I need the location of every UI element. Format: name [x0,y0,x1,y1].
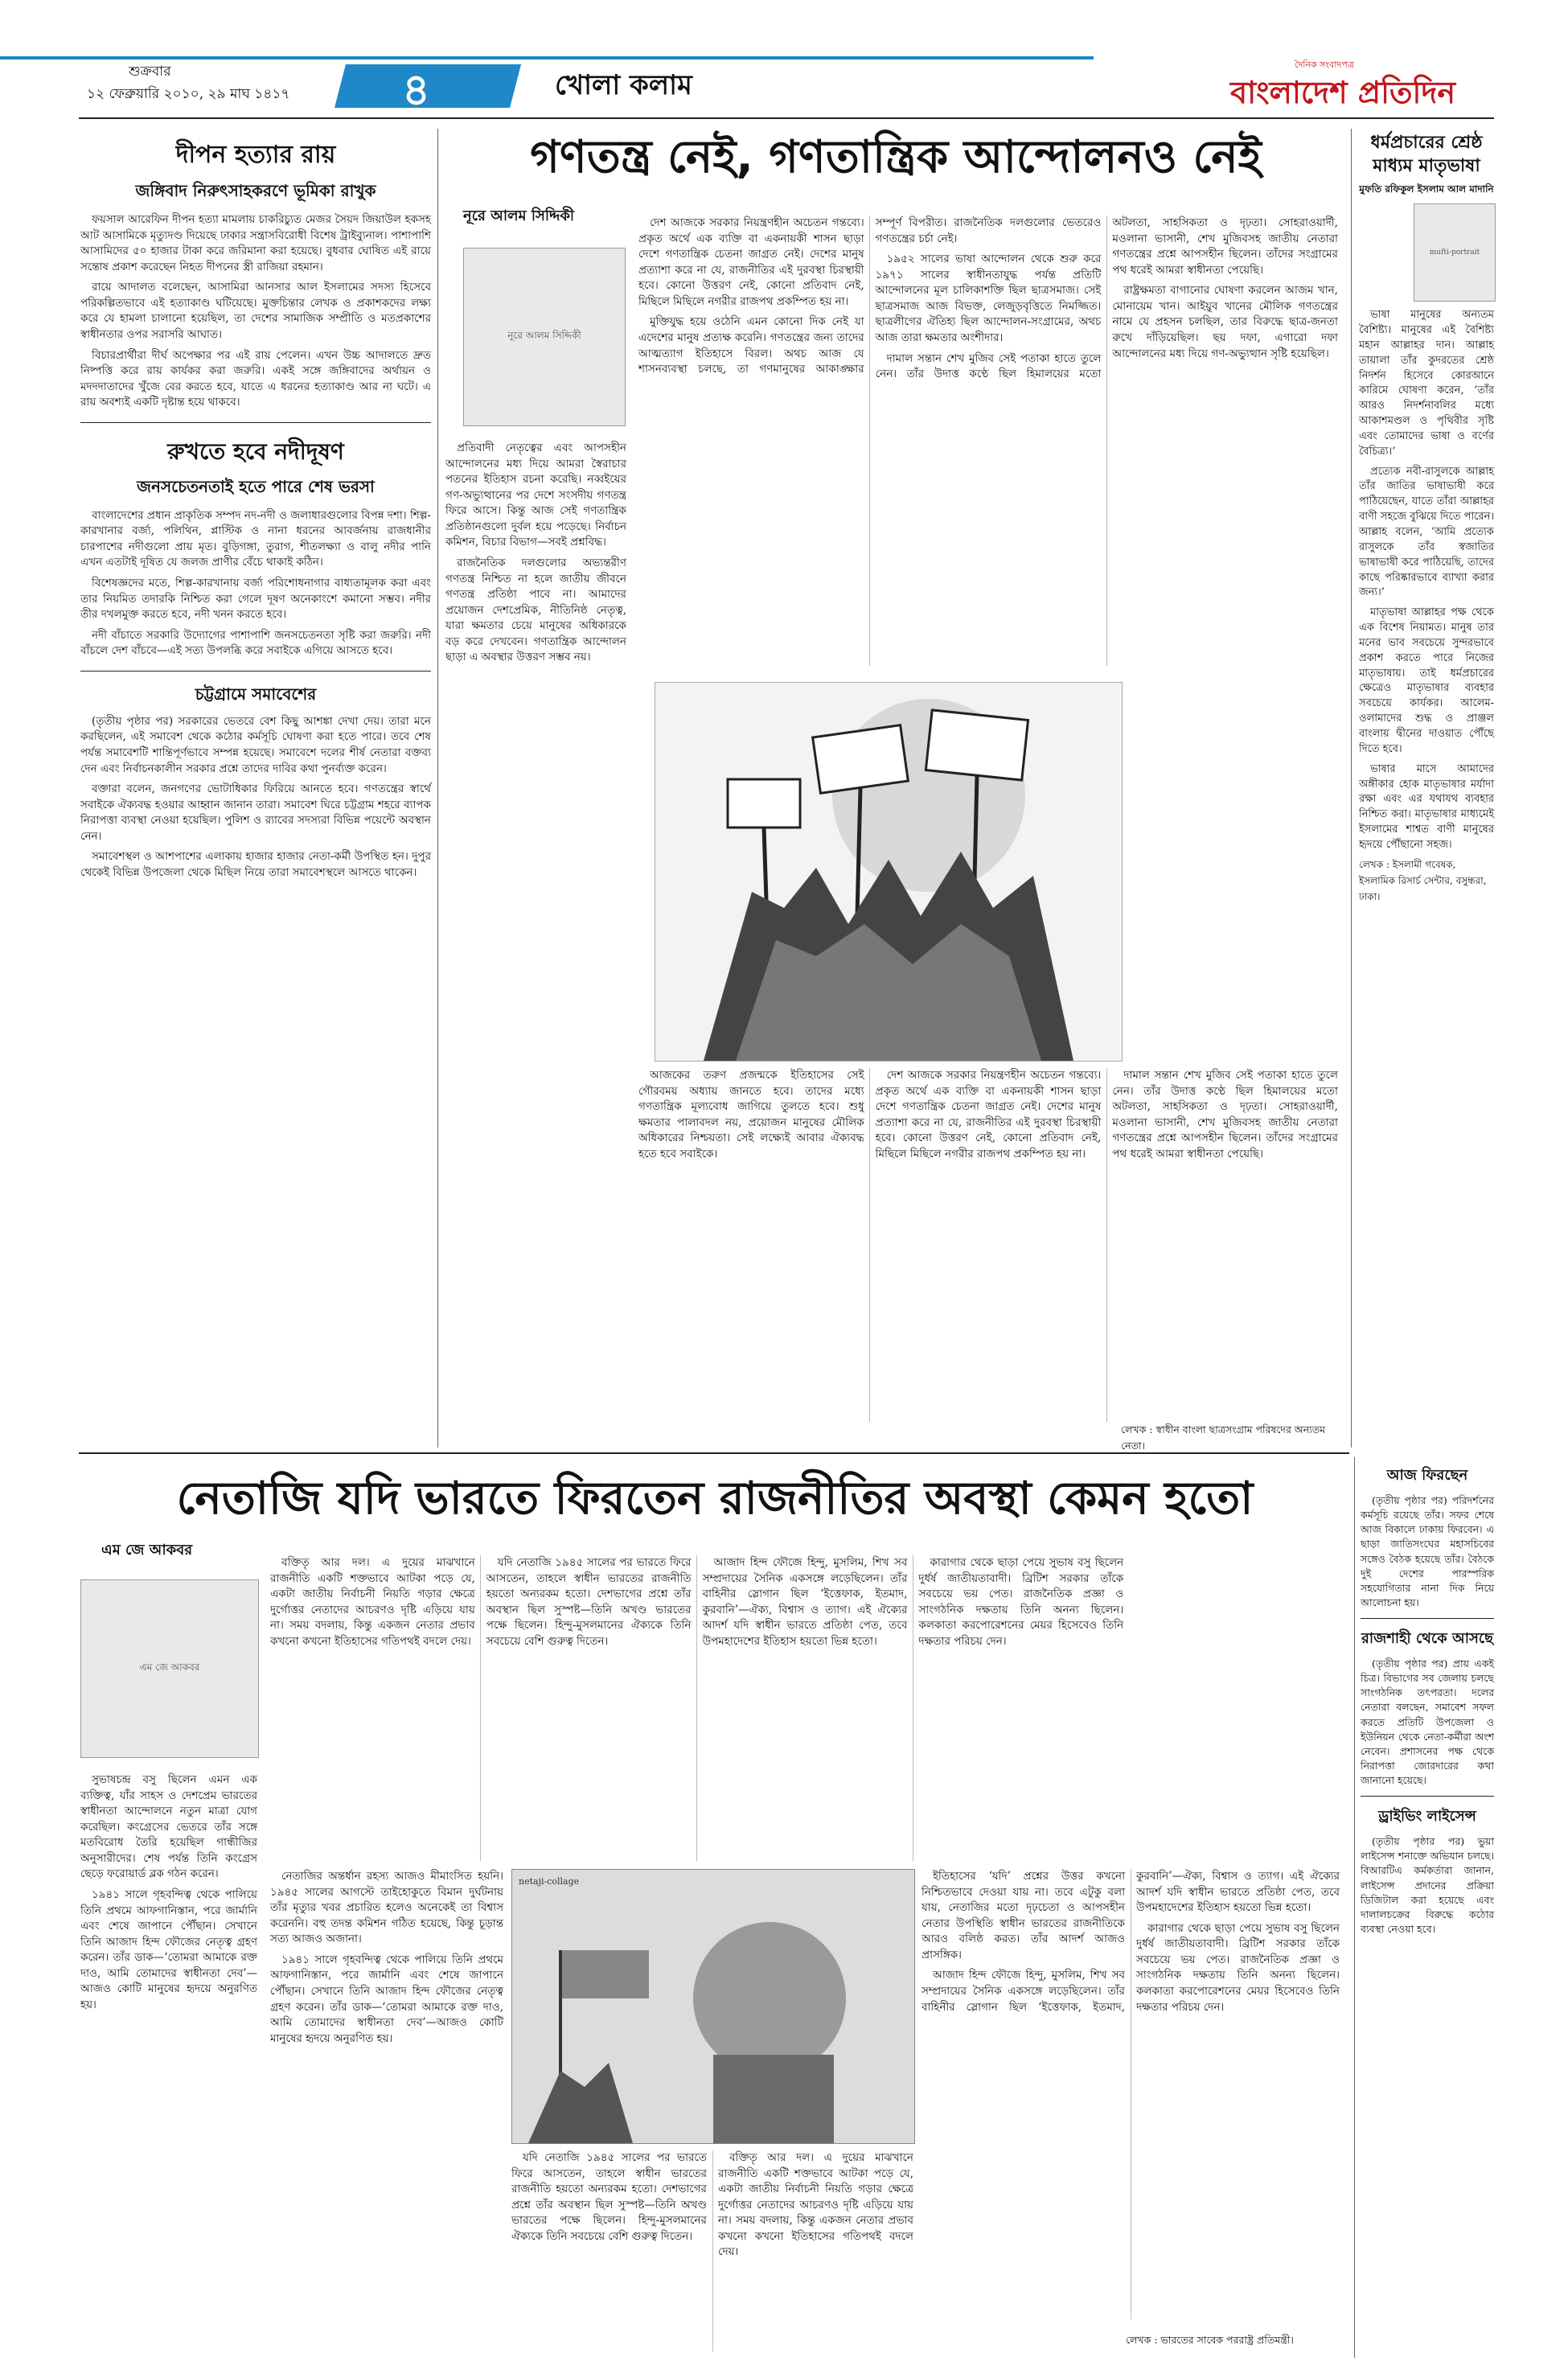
paper-tagline: দৈনিক সংবাদপত্র [1295,60,1354,70]
brief-body-2: (তৃতীয় পৃষ্ঠার পর) প্রায় একই চিত্র। বিভাগের সব জেলায় চলছে সাংগঠনিক তৎপরতা। দলের নেতারা বলছেন, সমাবেশ সফল করতে প্রতিটি উপজেলা ও ইউনিয়ন থেকে নেতা-কর্মীরা অংশ নেবেন। প্রশাসনের পক্ষ থেকে নিরাপত্তা জোরদারের কথা জানানো হয়েছে। [1361,1657,1494,1786]
second-body-mid: নেতাজির অন্তর্ধান রহস্য আজও মীমাংসিত হয়নি। ১৯৪৫ সালের আগস্টে তাইহোকুতে বিমান দুর্ঘটনায় তাঁর মৃত্যুর খবর প্রচারিত হলেও অনেকেই তা বিশ্বাস করেননি। বহু তদন্ত কমিশন গঠিত হয়েছে, কিন্তু চূড়ান্ত সত্য আজও অজানা। ১৯৪১ সালে গৃহবন্দিত্ব থেকে পালিয়ে তিনি প্রথমে আফগানিস্তান, পরে জার্মানি এবং শেষে জাপানে পৌঁছান। সেখানে তিনি আজাদ হিন্দ ফৌজের নেতৃত্ব গ্রহণ করেন। তাঁর ডাক—‘তোমরা আমাকে রক্ত দাও, আমি তোমাদের স্বাধীনতা দেব’—আজও কোটি মানুষের হৃদয়ে অনুরণিত হয়। [270,1870,503,2045]
editorial-subtitle: জঙ্গিবাদ নিরুৎসাহকরণে ভূমিকা রাখুক [135,181,376,200]
second-body-top: বক্তিতৃ আর দল। এ দুয়ের মাঝখানে রাজনীতি একটি শক্তভাবে আটকা পড়ে যে, একটা জাতীয় নির্বাচনী নিয়তি গড়ার ক্ষেত্রে দুর্গোত্তর নেতাদের আচরণও দৃষ্টি এড়িয়ে যায় না। সময় বদলায়, কিন্তু একজন নেতার প্রভাব কখনো কখনো ইতিহাসের গতিপথই বদলে দেয়। যদি নেতাজি ১৯৪৫ সালের পর ভারতে ফিরে আসতেন, তাহলে স্বাধীন ভারতের রাজনীতি হয়তো অন্যরকম হতো। দেশভাগের প্রশ্নে তাঁর অবস্থান ছিল সুস্পষ্ট—তিনি অখণ্ড ভারতের পক্ষে ছিলেন। হিন্দু-মুসলমানের ঐক্যকে তিনি সবচেয়ে বেশি গুরুত্ব দিতেন। আজাদ হিন্দ ফৌজে হিন্দু, মুসলিম, শিখ সব সম্প্রদায়ের সৈনিক একসঙ্গে লড়েছিলেন। তাঁর বাহিনীর স্লোগান ছিল ‘ইত্তেফাক, ইতমাদ, কুরবানি’—ঐক্য, বিশ্বাস ও ত্যাগ। এই ঐক্যের আদর্শ যদি স্বাধীন ভারতে প্রতিষ্ঠা পেত, তবে উপমহাদেশের ইতিহাস হয়তো ভিন্ন হতো। কারাগার থেকে ছাড়া পেয়ে সুভাষ বসু ছিলেন দুর্ধর্ষ জাতীয়তাবাদী। ব্রিটিশ সরকার তাঁকে সবচেয়ে ভয় পেত। রাজনৈতিক প্রজ্ঞা ও সাংগঠনিক দক্ষতায় তিনি অনন্য ছিলেন। কলকাতা করপোরেশনের মেয়র হিসেবেও তিনি দক্ষতার পরিচয় দেন। [270,1556,1124,1648]
news-body: (তৃতীয় পৃষ্ঠার পর) সরকারের ভেতরে বেশ কিছু আশঙ্কা দেখা দেয়। তারা মনে করছিলেন, এই সমাবেশ থেকে কঠোর কর্মসূচি ঘোষণা করা হতে পারে। তবে শেষ পর্যন্ত সমাবেশটি শান্তিপূর্ণভাবে সম্পন্ন হয়েছে। সমাবেশে দলের শীর্ষ নেতারা বক্তব্য দেন এবং নির্বাচনকালীন সরকার প্রশ্নে তাদের দাবির কথা পুনর্ব্যক্ত করেন। বক্তারা বলেন, জনগণের ভোটাধিকার ফিরিয়ে আনতে হবে। গণতন্ত্রের স্বার্থে সবাইকে ঐক্যবদ্ধ হওয়ার আহ্বান জানান তারা। সমাবেশ ঘিরে চট্টগ্রাম শহরে ব্যাপক নিরাপত্তা ব্যবস্থা নেওয়া হয়েছিল। পুলিশ ও র‌্যাবের সদস্যরা বিভিন্ন পয়েন্টে অবস্থান নেন। সমাবেশস্থল ও আশপাশের এলাকায় হাজার হাজার নেতা-কর্মী উপস্থিত হন। দুপুর থেকেই বিভিন্ন উপজেলা থেকে মিছিল নিয়ে তারা সমাবেশস্থলে আসতে থাকেন। [80,714,431,879]
left-column [80,127,431,1446]
brief-body-3: (তৃতীয় পৃষ্ঠার পর) ভুয়া লাইসেন্স শনাক্তে অভিযান চলছে। বিআরটিএ কর্মকর্তারা জানান, লাইসেন্স প্রদানের প্রক্রিয়া ডিজিটাল করা হয়েছে এবং দালালচক্রের বিরুদ্ধে কঠোর ব্যবস্থা নেওয়া হবে। [1361,1835,1494,1935]
brief-title-3: ড্রাইভিং লাইসেন্স [1378,1808,1476,1826]
right-article-title: ধর্মপ্রচারের শ্রেষ্ঠ মাধ্যম মাতৃভাষা [1370,133,1483,176]
lead-body-left: প্রতিবাদী নেতৃত্বের এবং আপসহীন আন্দোলনের মধ্য দিয়ে আমরা স্বৈরাচার পতনের ইতিহাস রচনা করেছি। নব্বইয়ের গণ-অভ্যুত্থানের পর দেশে সংসদীয় গণতন্ত্র ফিরে আসে। কিন্তু আজ সেই গণতান্ত্রিক প্রতিষ্ঠানগুলো দুর্বল হয়ে পড়েছে। নির্বাচন কমিশন, বিচার বিভাগ—সবই প্রশ্নবিদ্ধ। রাজনৈতিক দলগুলোর অভ্যন্তরীণ গণতন্ত্র নিশ্চিত না হলে জাতীয় জীবনে গণতন্ত্র প্রতিষ্ঠা পাবে না। আমাদের প্রয়োজন দেশপ্রেমিক, নীতিনিষ্ঠ নেতৃত্ব, যারা ক্ষমতার চেয়ে মানুষের অধিকারকে বড় করে দেখবেন। গণতান্ত্রিক আন্দোলন ছাড়া এ অবস্থার উত্তরণ সম্ভব নয়। [445,442,626,664]
issue-date: ১২ ফেব্রুয়ারি ২০১০, ২৯ মাঘ ১৪১৭ [87,86,290,102]
masthead-accent-line [0,56,1094,60]
column-divider [1351,129,1352,1448]
issue-day: শুক্রবার [129,64,171,80]
second-headline: নেতাজি যদি ভারতে ফিরতেন রাজনীতির অবস্থা কেমন হতো [176,1472,1254,1525]
second-body-right: ইতিহাসের ‘যদি’ প্রশ্নের উত্তর কখনো নিশ্চিতভাবে দেওয়া যায় না। তবে এটুকু বলা যায়, নেতাজির মতো দৃঢ়চেতা ও আপসহীন নেতার উপস্থিতি স্বাধীন ভারতের রাজনীতিকে আরও বলিষ্ঠ করত। তাঁর আদর্শ আজও প্রাসঙ্গিক। আজাদ হিন্দ ফৌজে হিন্দু, মুসলিম, শিখ সব সম্প্রদায়ের সৈনিক একসঙ্গে লড়েছিলেন। তাঁর বাহিনীর স্লোগান ছিল ‘ইত্তেফাক, ইতমাদ, কুরবানি’—ঐক্য, বিশ্বাস ও ত্যাগ। এই ঐক্যের আদর্শ যদি স্বাধীন ভারতে প্রতিষ্ঠা পেত, তবে উপমহাদেশের ইতিহাস হয়তো ভিন্ন হতো। কারাগার থেকে ছাড়া পেয়ে সুভাষ বসু ছিলেন দুর্ধর্ষ জাতীয়তাবাদী। ব্রিটিশ সরকার তাঁকে সবচেয়ে ভয় পেত। রাজনৈতিক প্রজ্ঞা ও সাংগঠনিক দক্ষতায় তিনি অনন্য ছিলেন। কলকাতা করপোরেশনের মেয়র হিসেবেও তিনি দক্ষতার পরিচয় দেন। [922,1870,1340,2014]
second-body-left: সুভাষচন্দ্র বসু ছিলেন এমন এক ব্যক্তিত্ব, যাঁর সাহস ও দেশপ্রেম ভারতের স্বাধীনতা আন্দোলনে নতুন মাত্রা যোগ করেছিল। কংগ্রেসের ভেতরে তাঁর সঙ্গে মতবিরোধ তৈরি হয়েছিল গান্ধীজির অনুসারীদের। শেষ পর্যন্ত তিনি কংগ্রেস ছেড়ে ফরোয়ার্ড ব্লক গঠন করেন। ১৯৪১ সালে গৃহবন্দিত্ব থেকে পালিয়ে তিনি প্রথমে আফগানিস্তান, পরে জার্মানি এবং শেষে জাপানে পৌঁছান। সেখানে তিনি আজাদ হিন্দ ফৌজের নেতৃত্ব গ্রহণ করেন। তাঁর ডাক—‘তোমরা আমাকে রক্ত দাও, আমি তোমাদের স্বাধীনতা দেব’—আজও কোটি মানুষের হৃদয়ে অনুরণিত হয়। [80,1773,257,2011]
brief-body-1: (তৃতীয় পৃষ্ঠার পর) পরিদর্শনের কর্মসূচি রয়েছে তাঁর। সফর শেষে আজ বিকালে ঢাকায় ফিরবেন। এ ছাড়া জাতিসংঘের মহাসচিবের সঙ্গেও বৈঠক হয়েছে তাঁর। বৈঠকে দুই দেশের পারস্পরিক সহযোগিতার নানা দিক নিয়ে আলোচনা হয়। [1361,1494,1494,1608]
lead-headline: গণতন্ত্র নেই, গণতান্ত্রিক আন্দোলনও নেই [530,131,1262,183]
divider [1361,1618,1494,1619]
right-article-author: মুফতি রফিকুল ইসলাম আল মাদানি [1359,183,1494,195]
right-author-photo: mufti-portrait [1414,203,1496,302]
protest-graphic [655,683,1122,1061]
column-divider [437,129,438,1448]
editorial-title-2: রুখতে হবে নদীদূষণ [167,437,344,465]
editorial-title: দীপন হত্যার রায় [175,141,336,169]
lead-body-bottom: আজকের তরুণ প্রজন্মকে ইতিহাসের সেই গৌরবময় অধ্যায় জানতে হবে। তাদের মধ্যে গণতান্ত্রিক মূল্যবোধ জাগিয়ে তুলতে হবে। শুধু ক্ষমতার পালাবদল নয়, প্রয়োজন মানুষের মৌলিক অধিকারের নিশ্চয়তা। সেই লক্ষ্যেই আবার ঐক্যবদ্ধ হতে হবে সবাইকে। দেশ আজকে সরকার নিয়ন্ত্রণহীন অচেতন গন্তব্যে। প্রকৃত অর্থে এক ব্যক্তি বা একনায়কী শাসন ছাড়া দেশে গণতান্ত্রিক চেতনা জাগ্রত নেই। দেশের মানুষ প্রত্যাশা করে না যে, রাজনীতির এই দুরবস্থা চিরস্থায়ী হবে। কোনো উত্তরণ নেই, কোনো প্রতিবাদ নেই, মিছিলে মিছিলে নগরীর রাজপথ প্রকম্পিত হয় না। দামাল সন্তান শেখ মুজিব সেই পতাকা হাতে তুলে নেন। তাঁর উদাত্ত কণ্ঠে ছিল হিমালয়ের মতো অটলতা, সাহসিকতা ও দৃঢ়তা। সোহরাওয়ার্দী, মওলানা ভাসানী, শেখ মুজিবসহ জাতীয় নেতারা গণতন্ত্রের প্রশ্নে আপসহীন ছিলেন। তাঁদের সংগ্রামের পথ ধরেই আমরা স্বাধীনতা পেয়েছি। [638,1069,1338,1160]
lead-author: নূরে আলম সিদ্দিকী [463,207,575,225]
lead-body-top: দেশ আজকে সরকার নিয়ন্ত্রণহীন অচেতন গন্তব্যে। প্রকৃত অর্থে এক ব্যক্তি বা একনায়কী শাসন ছাড়া দেশে গণতান্ত্রিক চেতনা জাগ্রত নেই। দেশের মানুষ প্রত্যাশা করে না যে, রাজনীতির এই দুরবস্থা চিরস্থায়ী হবে। কোনো উত্তরণ নেই, কোনো প্রতিবাদ নেই, মিছিলে মিছিলে নগরীর রাজপথ প্রকম্পিত হয় না। মুক্তিযুদ্ধ হয়ে ওঠেনি এমন কোনো দিক নেই যা এদেশের মানুষ প্রত্যক্ষ করেনি। গণতন্ত্রের জন্য তাদের আত্মত্যাগ ইতিহাসে বিরল। অথচ আজ যে শাসনব্যবস্থা চলছে, তা গণমানুষের আকাঙ্ক্ষার সম্পূর্ণ বিপরীত। রাজনৈতিক দলগুলোর ভেতরেও গণতন্ত্রের চর্চা নেই। ১৯৫২ সালের ভাষা আন্দোলন থেকে শুরু করে ১৯৭১ সালের স্বাধীনতাযুদ্ধ পর্যন্ত প্রতিটি আন্দোলনের মূল চালিকাশক্তি ছিল ছাত্রসমাজ। সেই ছাত্রসমাজ আজ বিভক্ত, লেজুড়বৃত্তিতে নিমজ্জিত। ছাত্রলীগের ঐতিহ্য ছিল আন্দোলন-সংগ্রামের, অথচ আজ তারা ক্ষমতার অংশীদার। দামাল সন্তান শেখ মুজিব সেই পতাকা হাতে তুলে নেন। তাঁর উদাত্ত কণ্ঠে ছিল হিমালয়ের মতো অটলতা, সাহসিকতা ও দৃঢ়তা। সোহরাওয়ার্দী, মওলানা ভাসানী, শেখ মুজিবসহ জাতীয় নেতারা গণতন্ত্রের প্রশ্নে আপসহীন ছিলেন। তাঁদের সংগ্রামের পথ ধরেই আমরা স্বাধীনতা পেয়েছি। রাষ্ট্রক্ষমতা বাগানোর ঘোষণা করলেন আজম খান, মোনায়েম খান। আইয়ুব খানের মৌলিক গণতন্ত্রের নামে যে প্রহসন চলছিল, তার বিরুদ্ধে ছাত্র-জনতা রুখে দাঁড়িয়েছিল। ছয় দফা, এগারো দফা আন্দোলনের মধ্য দিয়ে গণ-অভ্যুত্থান সৃষ্টি হয়েছিল। [638,216,1338,381]
masthead [0,0,1568,113]
second-author-note: লেখক : ভারতের সাবেক পররাষ্ট্র প্রতিমন্ত্রী। [1126,2334,1294,2346]
right-column [1359,127,1494,1446]
divider [80,422,431,423]
masthead-rule [79,117,1494,119]
second-author: এম জে আকবর [101,1542,193,1559]
divider [1361,1796,1494,1797]
column-divider [1354,1457,1355,2358]
netaji-photo: netaji-collage [511,1869,915,2144]
second-article [80,1459,1349,2360]
right-article-body: ভাষা মানুষের অন্যতম বৈশিষ্ট্য। মানুষের এই বৈশিষ্ট্য মহান আল্লাহর দান। আল্লাহ তায়ালা তাঁর কুদরতের শ্রেষ্ঠ নিদর্শন হিসেবে কোরআনে কারিমে ঘোষণা করেন, ‘তাঁর আরও নিদর্শনাবলির মধ্যে আকাশমণ্ডল ও পৃথিবীর সৃষ্টি এবং তোমাদের ভাষা ও বর্ণের বৈচিত্র্য।’ প্রত্যেক নবী-রাসুলকে আল্লাহ তাঁর জাতির ভাষাভাষী করে পাঠিয়েছেন, যাতে তাঁরা আল্লাহর বাণী সহজে বুঝিয়ে দিতে পারেন। আল্লাহ বলেন, ‘আমি প্রত্যেক রাসুলকে তাঁর স্বজাতির ভাষাভাষী করে পাঠিয়েছি, তাদের কাছে পরিষ্কারভাবে ব্যাখ্যা করার জন্য।’ মাতৃভাষা আল্লাহর পক্ষ থেকে এক বিশেষ নিয়ামত। মানুষ তার মনের ভাব সবচেয়ে সুন্দরভাবে প্রকাশ করতে পারে নিজের মাতৃভাষায়। তাই ধর্মপ্রচারের ক্ষেত্রেও মাতৃভাষার ব্যবহার সবচেয়ে কার্যকর। আলেম-ওলামাদের শুদ্ধ ও প্রাঞ্জল বাংলায় দ্বীনের দাওয়াত পৌঁছে দিতে হবে। ভাষার মাসে আমাদের অঙ্গীকার হোক মাতৃভাষার মর্যাদা রক্ষা এবং এর যথাযথ ব্যবহার নিশ্চিত করা। মাতৃভাষার মাধ্যমেই ইসলামের শাশ্বত বাণী মানুষের হৃদয়ে পৌঁছানো সহজ। [1359,309,1494,851]
akbar-photo: এম জে আকবর [80,1579,259,1758]
editorial-body-2: বাংলাদেশের প্রধান প্রাকৃতিক সম্পদ নদ-নদী ও জলাধারগুলোর বিপন্ন দশা। শিল্প-কারখানার বর্জ্য, পলিথিন, প্লাস্টিক ও নানা ধরনের আবর্জনায় রাজধানীর চারপাশের নদীগুলো প্রায় মৃত। বুড়িগঙ্গা, তুরাগ, শীতলক্ষ্যা ও বালু নদীর পানি এখন এতটাই দূষিত যে জলজ প্রাণীর বেঁচে থাকাই কঠিন। বিশেষজ্ঞদের মতে, শিল্প-কারখানায় বর্জ্য পরিশোধনাগার বাধ্যতামূলক করা এবং তার নিয়মিত তদারকি নিশ্চিত করা গেলে দূষণ অনেকাংশে কমানো সম্ভব। নদীর তীর দখলমুক্ত করতে হবে, নদী খনন করতে হবে। নদী বাঁচাতে সরকারি উদ্যোগের পাশাপাশি জনসচেতনতা সৃষ্টি করা জরুরি। নদী বাঁচলে দেশ বাঁচবে—এই সত্য উপলব্ধি করে সবাইকে এগিয়ে আসতে হবে। [80,508,431,658]
section-title: খোলা কলাম [555,69,692,101]
brief-title-2: রাজশাহী থেকে আসছে [1361,1630,1494,1647]
second-body-under: যদি নেতাজি ১৯৪৫ সালের পর ভারতে ফিরে আসতেন, তাহলে স্বাধীন ভারতের রাজনীতি হয়তো অন্যরকম হতো। দেশভাগের প্রশ্নে তাঁর অবস্থান ছিল সুস্পষ্ট—তিনি অখণ্ড ভারতের পক্ষে ছিলেন। হিন্দু-মুসলমানের ঐক্যকে তিনি সবচেয়ে বেশি গুরুত্ব দিতেন। বক্তিতৃ আর দল। এ দুয়ের মাঝখানে রাজনীতি একটি শক্তভাবে আটকা পড়ে যে, একটা জাতীয় নির্বাচনী নিয়তি গড়ার ক্ষেত্রে দুর্গোত্তর নেতাদের আচরণও দৃষ্টি এড়িয়ে যায় না। সময় বদলায়, কিন্তু একজন নেতার প্রভাব কখনো কখনো ইতিহাসের গতিপথই বদলে দেয়। [511,2151,913,2259]
lead-article [445,127,1346,1452]
lead-author-photo: নূরে আলম সিদ্দিকী [463,248,626,426]
section-rule [79,1452,1349,1454]
editorial-subtitle-2: জনসচেতনতাই হতে পারে শেষ ভরসা [137,476,375,496]
paper-logo: বাংলাদেশ প্রতিদিন [1230,75,1456,110]
protest-illustration [655,682,1123,1062]
lead-author-note: লেখক : স্বাধীন বাংলা ছাত্রসংগ্রাম পরিষদের অন্যতম নেতা। [1121,1423,1326,1452]
divider [80,671,431,672]
news-title: চট্টগ্রামে সমাবেশের [195,684,317,704]
right-author-note: লেখক : ইসলামী গবেষক, ইসলামিক রিসার্চ সেন্টার, বসুন্ধরা, ঢাকা। [1359,858,1487,902]
netaji-graphic [512,1870,914,2143]
editorial-body: ফয়সাল আরেফিন দীপন হত্যা মামলায় চাকরিচ্যুত মেজর সৈয়দ জিয়াউল হকসহ আট আসামিকে মৃত্যুদণ্ড দিয়েছে ঢাকার সন্ত্রাসবিরোধী বিশেষ ট্রাইব্যুনাল। পাশাপাশি আসামিদের ৫০ হাজার টাকা করে জরিমানা করা হয়েছে। বুধবার ঘোষিত এই রায়ে সন্তোষ প্রকাশ করেছেন নিহত দীপনের স্ত্রী রাজিয়া রহমান। রায়ে আদালত বলেছেন, আসামিরা আনসার আল ইসলামের সদস্য হিসেবে পরিকল্পিতভাবে এই হত্যাকাণ্ড ঘটিয়েছে। মুক্তচিন্তার লেখক ও প্রকাশকদের লক্ষ্য করে যে হামলা চালানো হয়েছিল, তা দেশের সামাজিক সম্প্রীতি ও মতপ্রকাশের স্বাধীনতার ওপর সরাসরি আঘাত। বিচারপ্রার্থীরা দীর্ঘ অপেক্ষার পর এই রায় পেলেন। এখন উচ্চ আদালতে দ্রুত নিষ্পত্তি করে রায় কার্যকর করা জরুরি। একই সঙ্গে জঙ্গিবাদের অর্থায়ন ও মদদদাতাদের খুঁজে বের করতে হবে, যাতে এ ধরনের হত্যাকাণ্ড আর না ঘটে। এ রায় অবশ্যই একটি দৃষ্টান্ত হয়ে থাকবে। [80,213,431,409]
brief-title-1: আজ ফিরছেন [1386,1467,1468,1484]
page-number: ৪ [402,64,431,115]
briefs-column [1361,1460,1494,2358]
